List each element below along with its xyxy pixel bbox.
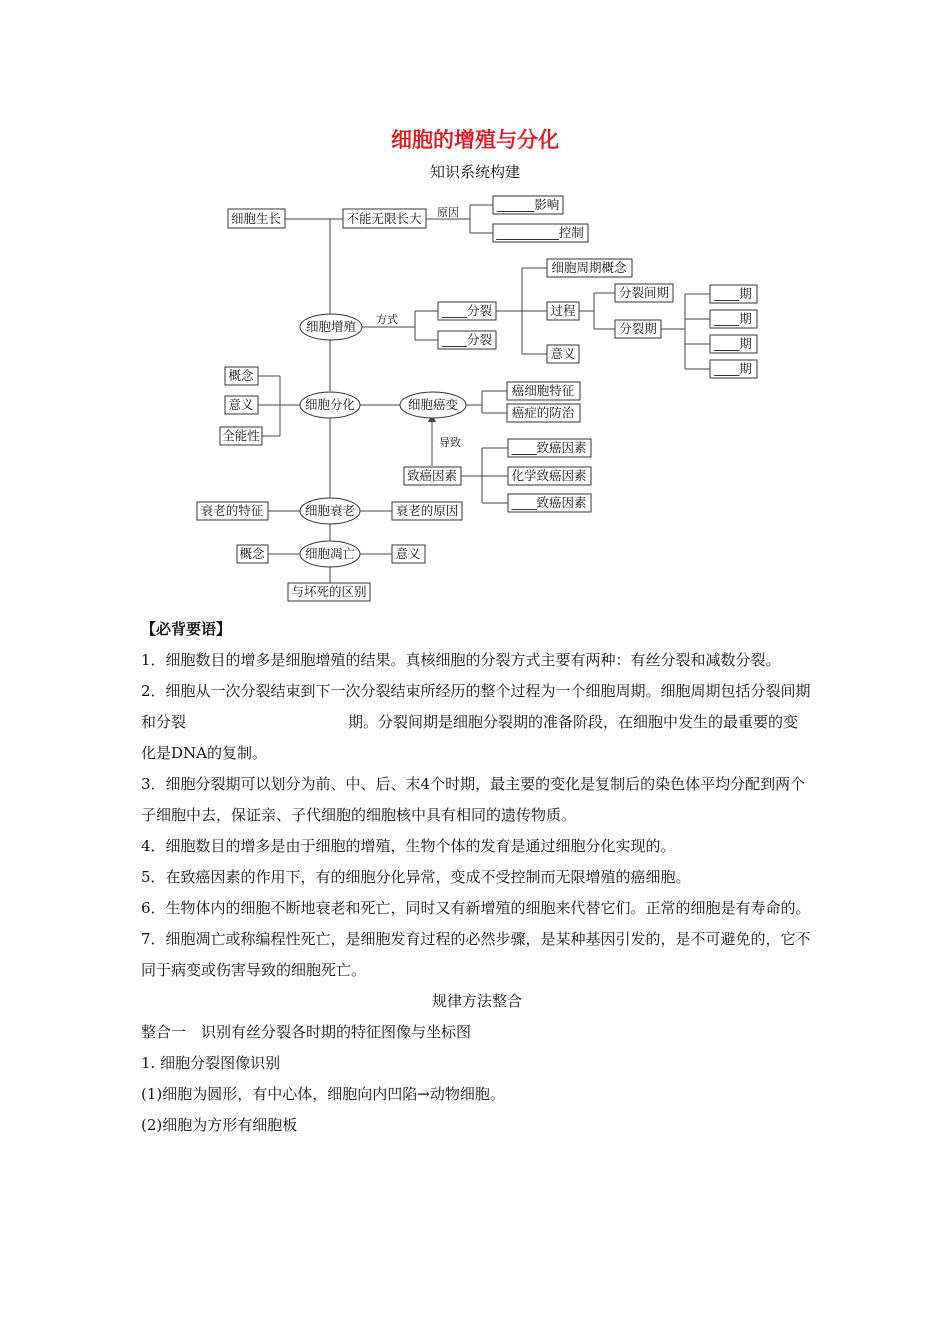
node-meaning-1: 意义: [550, 346, 576, 361]
label-lead: 导致: [439, 436, 461, 449]
node-apoptosis: 细胞凋亡: [304, 546, 356, 561]
node-carcinogen-3: ____致癌因素: [511, 495, 587, 510]
node-meaning-3: 意义: [395, 546, 421, 561]
node-phase-3: ____期: [714, 336, 752, 351]
integration-1: 整合一 识别有丝分裂各时期的特征图像与坐标图: [141, 1023, 472, 1041]
node-carcinogen: 致癌因素: [406, 468, 458, 483]
node-control: __________控制: [496, 225, 584, 240]
must-recite-heading: 【必背要语】: [141, 620, 232, 638]
node-mphase: 分裂期: [619, 321, 657, 336]
node-senescence-cause: 衰老的原因: [395, 503, 459, 518]
node-cancer-feature: 癌细胞特征: [511, 383, 575, 398]
node-division-1: ____分裂: [441, 303, 493, 318]
node-differentiation: 细胞分化: [304, 397, 356, 412]
must-recite-section: [141, 614, 813, 1141]
methods-heading: 规律方法整合: [431, 992, 522, 1010]
node-cell-growth: 细胞生长: [230, 211, 282, 226]
node-concept-1: 概念: [228, 368, 254, 383]
paragraph-6: 6．生物体内的细胞不断地衰老和死亡，同时又有新增殖的细胞来代替它们。正常的细胞是有寿命的。: [141, 899, 811, 917]
node-cancer-prevent: 癌症的防治: [511, 405, 575, 420]
node-senescence-feature: 衰老的特征: [200, 503, 264, 518]
node-process: 过程: [550, 303, 576, 318]
node-carcinogen-1: ____致癌因素: [511, 440, 587, 455]
node-carcinogen-2: 化学致癌因素: [511, 468, 587, 483]
node-phase-2: ____期: [714, 311, 752, 326]
label-reason: 原因: [437, 206, 459, 219]
node-canceration: 细胞癌变: [407, 397, 459, 412]
node-no-limit: 不能无限长大: [346, 211, 422, 226]
page-title: 细胞的增殖与分化: [391, 128, 559, 152]
section-subtitle: 知识系统构建: [429, 163, 520, 181]
item-1-2: (2)细胞为方形有细胞板: [141, 1116, 298, 1134]
item-1-1: (1)细胞为圆形，有中心体，细胞向内凹陷→动物细胞。: [141, 1085, 505, 1103]
paragraph-5: 5．在致癌因素的作用下，有的细胞分化异常，变成不受控制而无限增殖的癌细胞。: [141, 868, 691, 886]
node-influence: ______影响: [496, 197, 560, 212]
node-cycle-concept: 细胞周期概念: [551, 260, 627, 275]
paragraph-1: 1．细胞数目的增多是细胞增殖的结果。真核细胞的分裂方式主要有两种：有丝分裂和减数分裂。: [141, 651, 781, 669]
node-division-2: ____分裂: [441, 332, 493, 347]
paragraph-4: 4．细胞数目的增多是由于细胞的增殖，生物个体的发育是通过细胞分化实现的。: [141, 837, 676, 855]
paragraph-2b: 期。分裂间期是细胞分裂期的准备阶段，在细胞中发生的最重要的变化是DNA的复制。: [141, 713, 799, 762]
node-necrosis-diff: 与坏死的区别: [291, 584, 367, 599]
node-interphase: 分裂间期: [618, 285, 670, 300]
paragraph-7: 7．细胞凋亡或称编程性死亡，是细胞发育过程的必然步骤，是某种基因引发的，是不可避免的，它不同于病变或伤害导致的细胞死亡。: [141, 930, 811, 979]
node-totipotency: 全能性: [222, 428, 260, 443]
knowledge-diagram: [0, 185, 950, 605]
paragraph-2: [141, 676, 813, 769]
node-senescence: 细胞衰老: [304, 503, 356, 518]
node-meaning-2: 意义: [228, 397, 254, 412]
node-phase-4: ____期: [714, 361, 752, 376]
paragraph-3: 3．细胞分裂期可以划分为前、中、后、末4个时期，最主要的变化是复制后的染色体平均分配到两个子细胞中去，保证亲、子代细胞的细胞核中具有相同的遗传物质。: [141, 775, 806, 824]
node-phase-1: ____期: [714, 286, 752, 301]
item-1: 1. 细胞分裂图像识别: [141, 1054, 281, 1072]
node-proliferation: 细胞增殖: [305, 319, 357, 334]
paragraph-2a: 2．细胞从一次分裂结束到下一次分裂结束所经历的整个过程为一个细胞周期。细胞周期包括分裂间期和分裂: [141, 682, 811, 731]
node-concept-2: 概念: [239, 546, 265, 561]
label-mode: 方式: [376, 313, 398, 326]
